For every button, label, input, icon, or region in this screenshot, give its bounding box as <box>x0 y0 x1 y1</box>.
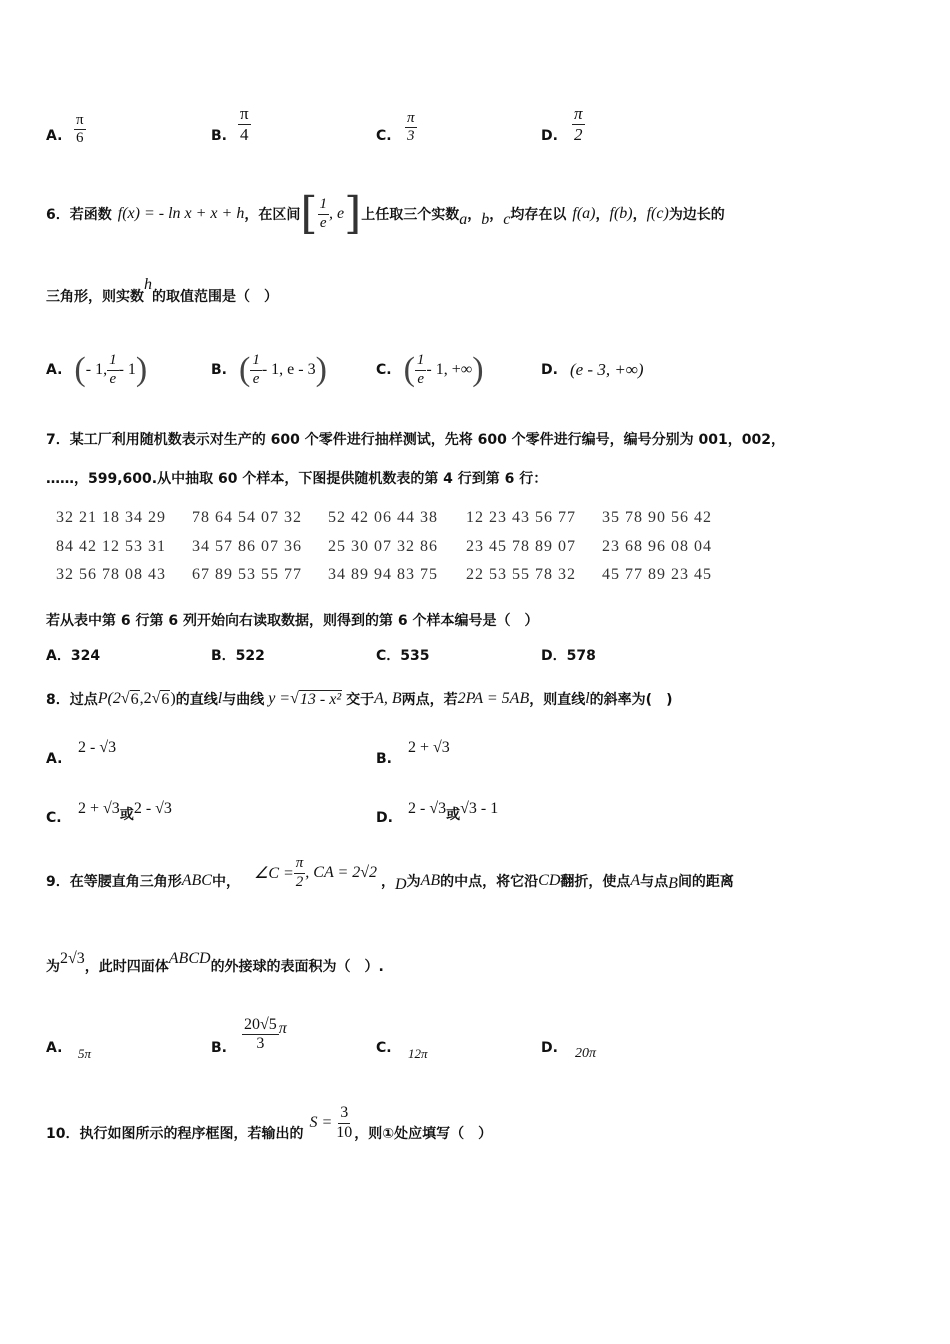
q9-option-c-value: 12π <box>408 1046 428 1061</box>
q7-option-b-value: 522 <box>235 648 265 664</box>
option-label: B. <box>211 1040 227 1056</box>
q9-text: 的外接球的表面积为（ ）. <box>210 959 384 975</box>
table-cell: 23 68 96 08 04 <box>602 538 712 555</box>
q8-point-mid: ,2 <box>139 690 152 707</box>
left-paren: ( <box>403 351 415 388</box>
q8-line-l: l <box>217 690 223 707</box>
q8-text: 8．过点 <box>46 692 98 708</box>
q9-b-num: 20√5 <box>242 1016 279 1035</box>
left-bracket: [ <box>300 188 318 239</box>
q6-option-c <box>376 346 484 394</box>
q8-line-l: l <box>585 690 590 707</box>
option-label: A． <box>46 648 71 664</box>
q8-c-or: 或 <box>119 807 134 823</box>
q9-ab: AB <box>420 872 441 889</box>
q7-option-c-value: 535 <box>400 648 430 664</box>
q9-text: 的中点，将它沿 <box>440 874 539 890</box>
q6-var-c: c <box>503 211 511 228</box>
q9-ca: , CA = 2√2 <box>305 864 378 881</box>
right-paren: ) <box>472 351 484 388</box>
q5-option-a-label: A. <box>46 128 63 144</box>
right-paren: ) <box>315 351 327 388</box>
table-cell: 25 30 07 32 86 <box>328 538 438 555</box>
option-label: C. <box>46 810 62 826</box>
q9-text: ， <box>381 874 396 890</box>
option-label: C. <box>376 1040 392 1056</box>
q8-stem: 8．过点 P(2 √ 6 ,2 √ 6 ) 的直线 l 与曲线 y = √ 13 - x² 交于 A, B 两点，若 2PA = 5AB ，则直线 l 的斜率为( ) <box>46 690 673 708</box>
q8-option-d-value <box>408 798 499 823</box>
q7-stem-line2: ……，599,600.从中抽取 60 个样本，下图提供随机数表的第 4 行到第 6 行： <box>46 471 548 487</box>
q6-text: 为边长的 <box>668 207 725 223</box>
q6-fc: f(c) <box>646 205 669 222</box>
q10-text: 10．执行如图所示的程序框图，若输出的 <box>46 1126 304 1142</box>
q7-question: 若从表中第 6 行第 6 列开始向右读取数据，则得到的第 6 个样本编号是（ ） <box>46 613 539 629</box>
q6-text: 6．若函数 <box>46 207 112 223</box>
q9-triangle: ABC <box>181 872 212 889</box>
q6-interval-fraction: $\frac{1}{e}$ <box>319 196 327 231</box>
q6-fa: f(a) <box>572 205 596 222</box>
q6-option-a <box>46 346 147 394</box>
q8-points: A, B <box>374 690 402 707</box>
q8-c-b: 2 - √3 <box>133 800 172 817</box>
table-cell: 32 21 18 34 29 <box>56 509 166 526</box>
q8-d-b: √3 - 1 <box>460 800 499 817</box>
table-cell: 22 53 55 78 32 <box>466 566 576 583</box>
table-cell: 34 57 86 07 36 <box>192 538 302 555</box>
q9-text: 间的距离 <box>677 874 734 890</box>
q8-point-close: ) <box>170 690 176 707</box>
q9-b-den: 3 <box>256 1035 265 1053</box>
left-paren: ( <box>74 351 86 388</box>
q6-stem-line2 <box>46 276 278 306</box>
q6-function: f(x) = - ln x + x + h <box>117 205 245 222</box>
q10-fraction: $\frac{3}{10}$ <box>336 1104 353 1141</box>
q9-tetrahedron: ABCD <box>168 950 211 967</box>
option-label: B. <box>211 362 227 378</box>
table-cell: 52 42 06 44 38 <box>328 509 438 526</box>
q9-text: 中， <box>211 874 240 890</box>
q5-option-d-label: D. <box>541 128 558 144</box>
q6-b-post: - 1, e - 3 <box>261 361 316 378</box>
q6-stem-line1 <box>46 186 725 242</box>
q9-b-pi: π <box>278 1019 287 1037</box>
q9-d: D <box>395 876 407 893</box>
q6-b-fraction: $\frac{1}{e}$ <box>252 352 260 387</box>
q8-option-c-value <box>78 798 172 823</box>
q6-text: 上任取三个实数 <box>361 207 460 223</box>
q9-b: B <box>668 875 678 892</box>
table-cell: 67 89 53 55 77 <box>192 566 302 583</box>
q9-stem-line2 <box>46 950 384 976</box>
comma: ， <box>489 207 504 223</box>
q9-text: 为 <box>406 874 421 890</box>
q6-c-post: - 1, +∞ <box>426 361 473 378</box>
option-label: B. <box>376 751 392 767</box>
q9-distance: 2√3 <box>60 950 85 967</box>
q8-d-or: 或 <box>446 807 461 823</box>
right-paren: ) <box>135 351 148 388</box>
q8-point: P(2 <box>97 690 121 707</box>
option-label: A. <box>46 1040 63 1056</box>
q9-option-b-value <box>242 1016 287 1054</box>
q8-text: 两点，若 <box>401 692 458 708</box>
comma: ， <box>632 207 647 223</box>
table-cell: 84 42 12 53 31 <box>56 538 166 555</box>
option-label: D． <box>541 648 567 664</box>
q9-text: 9．在等腰直角三角形 <box>46 874 182 890</box>
q10-s: S = <box>309 1114 333 1131</box>
q8-text: 的斜率为( ) <box>589 692 673 708</box>
q8-text: 交于 <box>346 692 375 708</box>
q8-d-a: 2 - √3 <box>408 800 447 817</box>
q9-cd: CD <box>538 872 561 889</box>
table-cell: 78 64 54 07 32 <box>192 509 302 526</box>
comma: ， <box>595 207 610 223</box>
q7-option-d-value: 578 <box>566 648 596 664</box>
q6-interval-right: , e <box>329 205 345 222</box>
q6-text: 均存在以 <box>510 207 567 223</box>
q6-option-d <box>541 346 644 394</box>
table-cell: 35 78 90 56 42 <box>602 509 712 526</box>
option-label: C． <box>376 648 401 664</box>
q8-curve-root: 13 - x² <box>299 690 342 708</box>
q10-text: ，则①处应填写（ ） <box>354 1126 493 1142</box>
q8-condition: 2PA = 5AB <box>457 690 530 707</box>
table-cell: 34 89 94 83 75 <box>328 566 438 583</box>
q6-a-post: - 1 <box>118 361 136 378</box>
q6-var-a: a <box>459 211 468 228</box>
q8-text: ，则直线 <box>529 692 586 708</box>
q9-a: A <box>630 872 641 889</box>
q8-curve: y = <box>268 690 291 707</box>
q9-text: 与点 <box>640 874 669 890</box>
q7-stem-line1: 7．某工厂利用随机数表示对生产的 600 个零件进行抽样测试，先将 600 个零件进行编号，编号分别为 001，002， <box>46 432 786 448</box>
q6-c-fraction: $\frac{1}{e}$ <box>416 352 425 387</box>
q9-text: ，此时四面体 <box>84 959 169 975</box>
q8-option-b-value: 2 + √3 <box>408 739 450 756</box>
q9-option-a-value: 5π <box>78 1046 92 1061</box>
q8-text: 与曲线 <box>222 692 265 708</box>
table-cell: 23 45 78 89 07 <box>466 538 576 555</box>
q9-option-d-value: 20π <box>575 1046 597 1061</box>
q6-text: 的取值范围是（ ） <box>152 289 278 305</box>
q8-root: 6 <box>130 690 139 708</box>
q5-option-b-value: $\frac{\pi}{4}$ <box>240 104 249 144</box>
right-bracket: ] <box>344 188 362 239</box>
option-label: B． <box>211 648 236 664</box>
comma: ， <box>467 207 482 223</box>
option-label: D. <box>376 810 393 826</box>
q6-a-pre: - 1, <box>85 361 108 378</box>
q8-option-a-value: 2 - √3 <box>78 739 117 756</box>
question-10 <box>46 1098 492 1148</box>
left-paren: ( <box>239 351 251 388</box>
q6-var-b: b <box>481 211 490 228</box>
q5-option-c-label: C. <box>376 128 392 144</box>
q5-option-c-value: $\frac{\pi}{3}$ <box>407 110 415 145</box>
q6-option-b <box>211 346 327 394</box>
q5-option-b-label: B. <box>211 128 227 144</box>
q7-option-a-value: 324 <box>70 648 101 664</box>
q9-stem-line1 <box>46 856 734 906</box>
q6-text: ，在区间 <box>244 207 301 223</box>
table-cell: 12 23 43 56 77 <box>466 509 576 526</box>
q5-option-d-value: $\frac{\pi}{2}$ <box>574 104 583 144</box>
q6-a-fraction: $\frac{1}{e}$ <box>109 352 117 387</box>
q6-d-value: (e - 3, +∞) <box>569 360 644 379</box>
option-label: A. <box>46 751 63 767</box>
q8-text: 的直线 <box>175 692 218 708</box>
q9-angle-fraction: $\frac{\pi}{2}$ <box>295 855 304 890</box>
option-label: D. <box>541 362 558 378</box>
table-cell: 32 56 78 08 43 <box>56 566 166 583</box>
q8-root: 6 <box>161 690 170 708</box>
q8-c-a: 2 + √3 <box>78 800 120 817</box>
q9-text: 翻折，使点 <box>560 874 631 890</box>
option-label: D. <box>541 1040 558 1056</box>
q5-option-a-value: $\frac{\pi}{6}$ <box>76 112 84 147</box>
q6-text: 三角形，则实数 <box>46 289 144 305</box>
table-cell: 45 77 89 23 45 <box>602 566 712 583</box>
q6-fb: f(b) <box>609 205 633 222</box>
option-label: A. <box>46 362 63 378</box>
q6-var-h: h <box>144 276 152 293</box>
q9-angle: ∠C = <box>253 865 294 882</box>
option-label: C. <box>376 362 392 378</box>
q9-text: 为 <box>46 959 60 975</box>
